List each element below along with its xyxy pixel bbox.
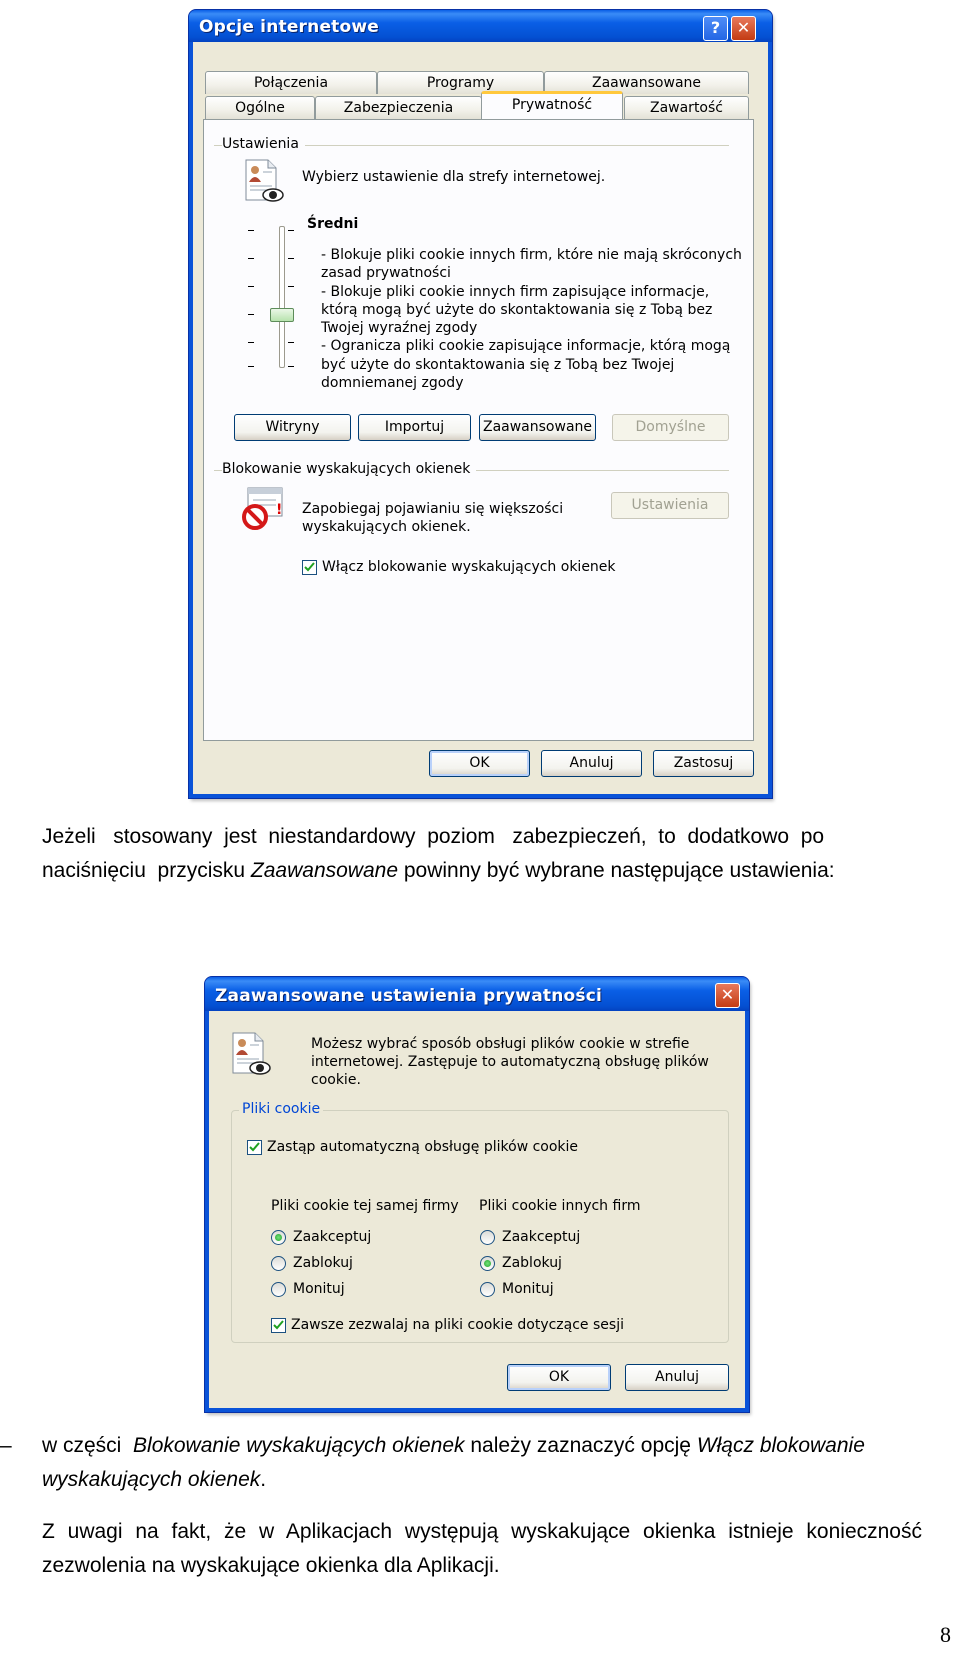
privacy-document-icon (229, 1031, 271, 1077)
import-button[interactable]: Importuj (358, 414, 471, 441)
bullet-dash: – (0, 1434, 12, 1457)
tab-prywatnosc[interactable]: Prywatność (481, 91, 623, 119)
intro-line: internetowej. Zastępuje to automatyczną obsługę plików (311, 1054, 709, 1070)
paragraph-line: Jeżeli stosowany jest niestandardowy poziom zabezpieczeń, to dodatkowo po (42, 825, 825, 848)
slider-tick (248, 258, 254, 259)
paragraph-line: zezwolenia na wyskakujące okienka dla Aplikacji. (42, 1554, 500, 1577)
privacy-document-icon (242, 158, 284, 204)
intro-text (311, 1035, 709, 1089)
tab-zawartosc[interactable]: Zawartość (624, 96, 749, 119)
first-party-block-radio[interactable] (271, 1256, 286, 1271)
third-party-accept-label[interactable]: Zaakceptuj (502, 1229, 581, 1245)
popup-blocker-icon (240, 486, 286, 530)
slider-tick (248, 314, 254, 315)
checkmark-icon (273, 1320, 284, 1331)
help-button[interactable]: ? (703, 16, 728, 41)
emphasis: Blokowanie wyskakujących okienek (133, 1434, 465, 1457)
close-button[interactable]: ✕ (731, 16, 756, 41)
first-party-prompt-label[interactable]: Monituj (293, 1281, 345, 1297)
level-desc-line: Twojej wyraźnej zgody (321, 320, 478, 337)
level-desc-line: - Blokuje pliki cookie innych firm, które nie mają skróconych (321, 247, 742, 263)
slider-tick (288, 366, 294, 367)
level-desc-line: domniemanej zgody (321, 375, 464, 392)
tab-zaawansowane[interactable]: Zaawansowane (544, 71, 749, 94)
intro-line: Możesz wybrać sposób obsługi plików cookie w strefie (311, 1036, 690, 1052)
dialog-client (193, 42, 768, 794)
bullet-text (42, 1429, 922, 1497)
default-button[interactable]: Domyślne (612, 414, 729, 441)
tab-ogolne[interactable]: Ogólne (205, 96, 315, 119)
slider-tick (288, 342, 294, 343)
slider-tick (288, 230, 294, 231)
third-party-block-label[interactable]: Zablokuj (502, 1255, 562, 1271)
text-run: należy zaznaczyć opcję (464, 1434, 697, 1457)
privacy-level-slider-thumb[interactable] (270, 308, 294, 322)
level-desc-line: być użyte do skontaktowania się z Tobą bez Twojej (321, 356, 675, 373)
text-run: naciśnięciu przycisku (42, 859, 251, 882)
internet-options-dialog (189, 10, 772, 798)
first-party-accept-radio[interactable] (271, 1230, 286, 1245)
popup-desc-line: Zapobiegaj pojawianiu się większości (302, 501, 564, 517)
paragraph-intro (42, 820, 922, 888)
checkmark-icon (249, 1142, 260, 1153)
dialog-client (209, 1011, 745, 1408)
slider-tick (248, 286, 254, 287)
cancel-button[interactable]: Anuluj (625, 1364, 729, 1391)
tab-polaczenia[interactable]: Połączenia (205, 71, 377, 94)
slider-tick (288, 258, 294, 259)
cancel-button[interactable]: Anuluj (541, 750, 642, 777)
privacy-tab-page (203, 119, 754, 741)
emphasis: wyskakujących okienek (42, 1468, 261, 1491)
third-party-accept-radio[interactable] (480, 1230, 495, 1245)
slider-tick (248, 366, 254, 367)
text-run: powinny być wybrane następujące ustawienia: (398, 859, 835, 882)
session-cookies-checkbox[interactable] (271, 1318, 286, 1333)
settings-group-label: Ustawienia (222, 136, 305, 152)
paragraph-line: Z uwagi na fakt, że w Aplikacjach występują wyskakujące okienka istnieje konieczność (42, 1520, 922, 1543)
cookies-group-label: Pliki cookie (239, 1101, 323, 1117)
slider-tick (288, 286, 294, 287)
zone-prompt: Wybierz ustawienie dla strefy internetowej. (302, 169, 606, 185)
level-desc-line: - Blokuje pliki cookie innych firm zapisujące informacje, (321, 283, 710, 300)
title-bar (189, 10, 772, 42)
third-party-prompt-radio[interactable] (480, 1282, 495, 1297)
session-cookies-label[interactable]: Zawsze zezwalaj na pliki cookie dotyczące sesji (291, 1317, 624, 1333)
text-run: w części (42, 1434, 134, 1457)
first-party-prompt-radio[interactable] (271, 1282, 286, 1297)
advanced-privacy-dialog (205, 977, 749, 1412)
emphasis: Zaawansowane (250, 859, 399, 882)
popup-group-label: Blokowanie wyskakujących okienek (222, 461, 476, 477)
override-cookies-label[interactable]: Zastąp automatyczną obsługę plików cookie (267, 1139, 579, 1155)
popup-desc-line: wyskakujących okienek. (302, 519, 471, 535)
paragraph-line (42, 854, 922, 888)
close-button[interactable]: ✕ (715, 983, 740, 1008)
first-party-header: Pliki cookie tej samej firmy (271, 1198, 459, 1214)
intro-line: cookie. (311, 1072, 361, 1088)
privacy-level-track (279, 226, 285, 368)
slider-tick (248, 342, 254, 343)
popup-block-label[interactable]: Włącz blokowanie wyskakujących okienek (322, 559, 616, 575)
ok-button[interactable]: OK (429, 750, 530, 777)
ok-button[interactable]: OK (507, 1364, 611, 1391)
popup-settings-button[interactable]: Ustawienia (611, 492, 729, 519)
page-number: 8 (940, 1622, 951, 1647)
title-bar (205, 977, 749, 1011)
tab-zabezpieczenia[interactable]: Zabezpieczenia (315, 96, 482, 119)
level-desc-line: - Ogranicza pliki cookie zapisujące informacje, którą mogą (321, 338, 731, 355)
apply-button[interactable]: Zastosuj (653, 750, 754, 777)
third-party-block-radio[interactable] (480, 1256, 495, 1271)
slider-tick (248, 230, 254, 231)
first-party-block-label[interactable]: Zablokuj (293, 1255, 353, 1271)
emphasis: Włącz blokowanie (696, 1434, 865, 1457)
third-party-prompt-label[interactable]: Monituj (502, 1281, 554, 1297)
level-desc-line: którą mogą być użyte do skontaktowania się z Tobą bez (321, 301, 713, 318)
sites-button[interactable]: Witryny (234, 414, 351, 441)
first-party-accept-label[interactable]: Zaakceptuj (293, 1229, 372, 1245)
paragraph-apps (42, 1515, 922, 1583)
advanced-button[interactable]: Zaawansowane (479, 414, 596, 441)
privacy-level-description (321, 246, 742, 392)
privacy-level-title: Średni (307, 216, 359, 232)
popup-description (302, 500, 563, 536)
level-desc-line: zasad prywatności (321, 265, 451, 282)
text-run: . (260, 1468, 267, 1491)
checkmark-icon (304, 562, 315, 573)
override-cookies-checkbox[interactable] (247, 1140, 262, 1155)
tab-programy[interactable]: Programy (377, 71, 544, 94)
svg-text:!: ! (276, 502, 283, 518)
dialog-title: Zaawansowane ustawienia prywatności (215, 986, 603, 1006)
popup-block-checkbox[interactable] (302, 560, 317, 575)
third-party-header: Pliki cookie innych firm (479, 1198, 641, 1214)
dialog-title: Opcje internetowe (199, 17, 380, 37)
